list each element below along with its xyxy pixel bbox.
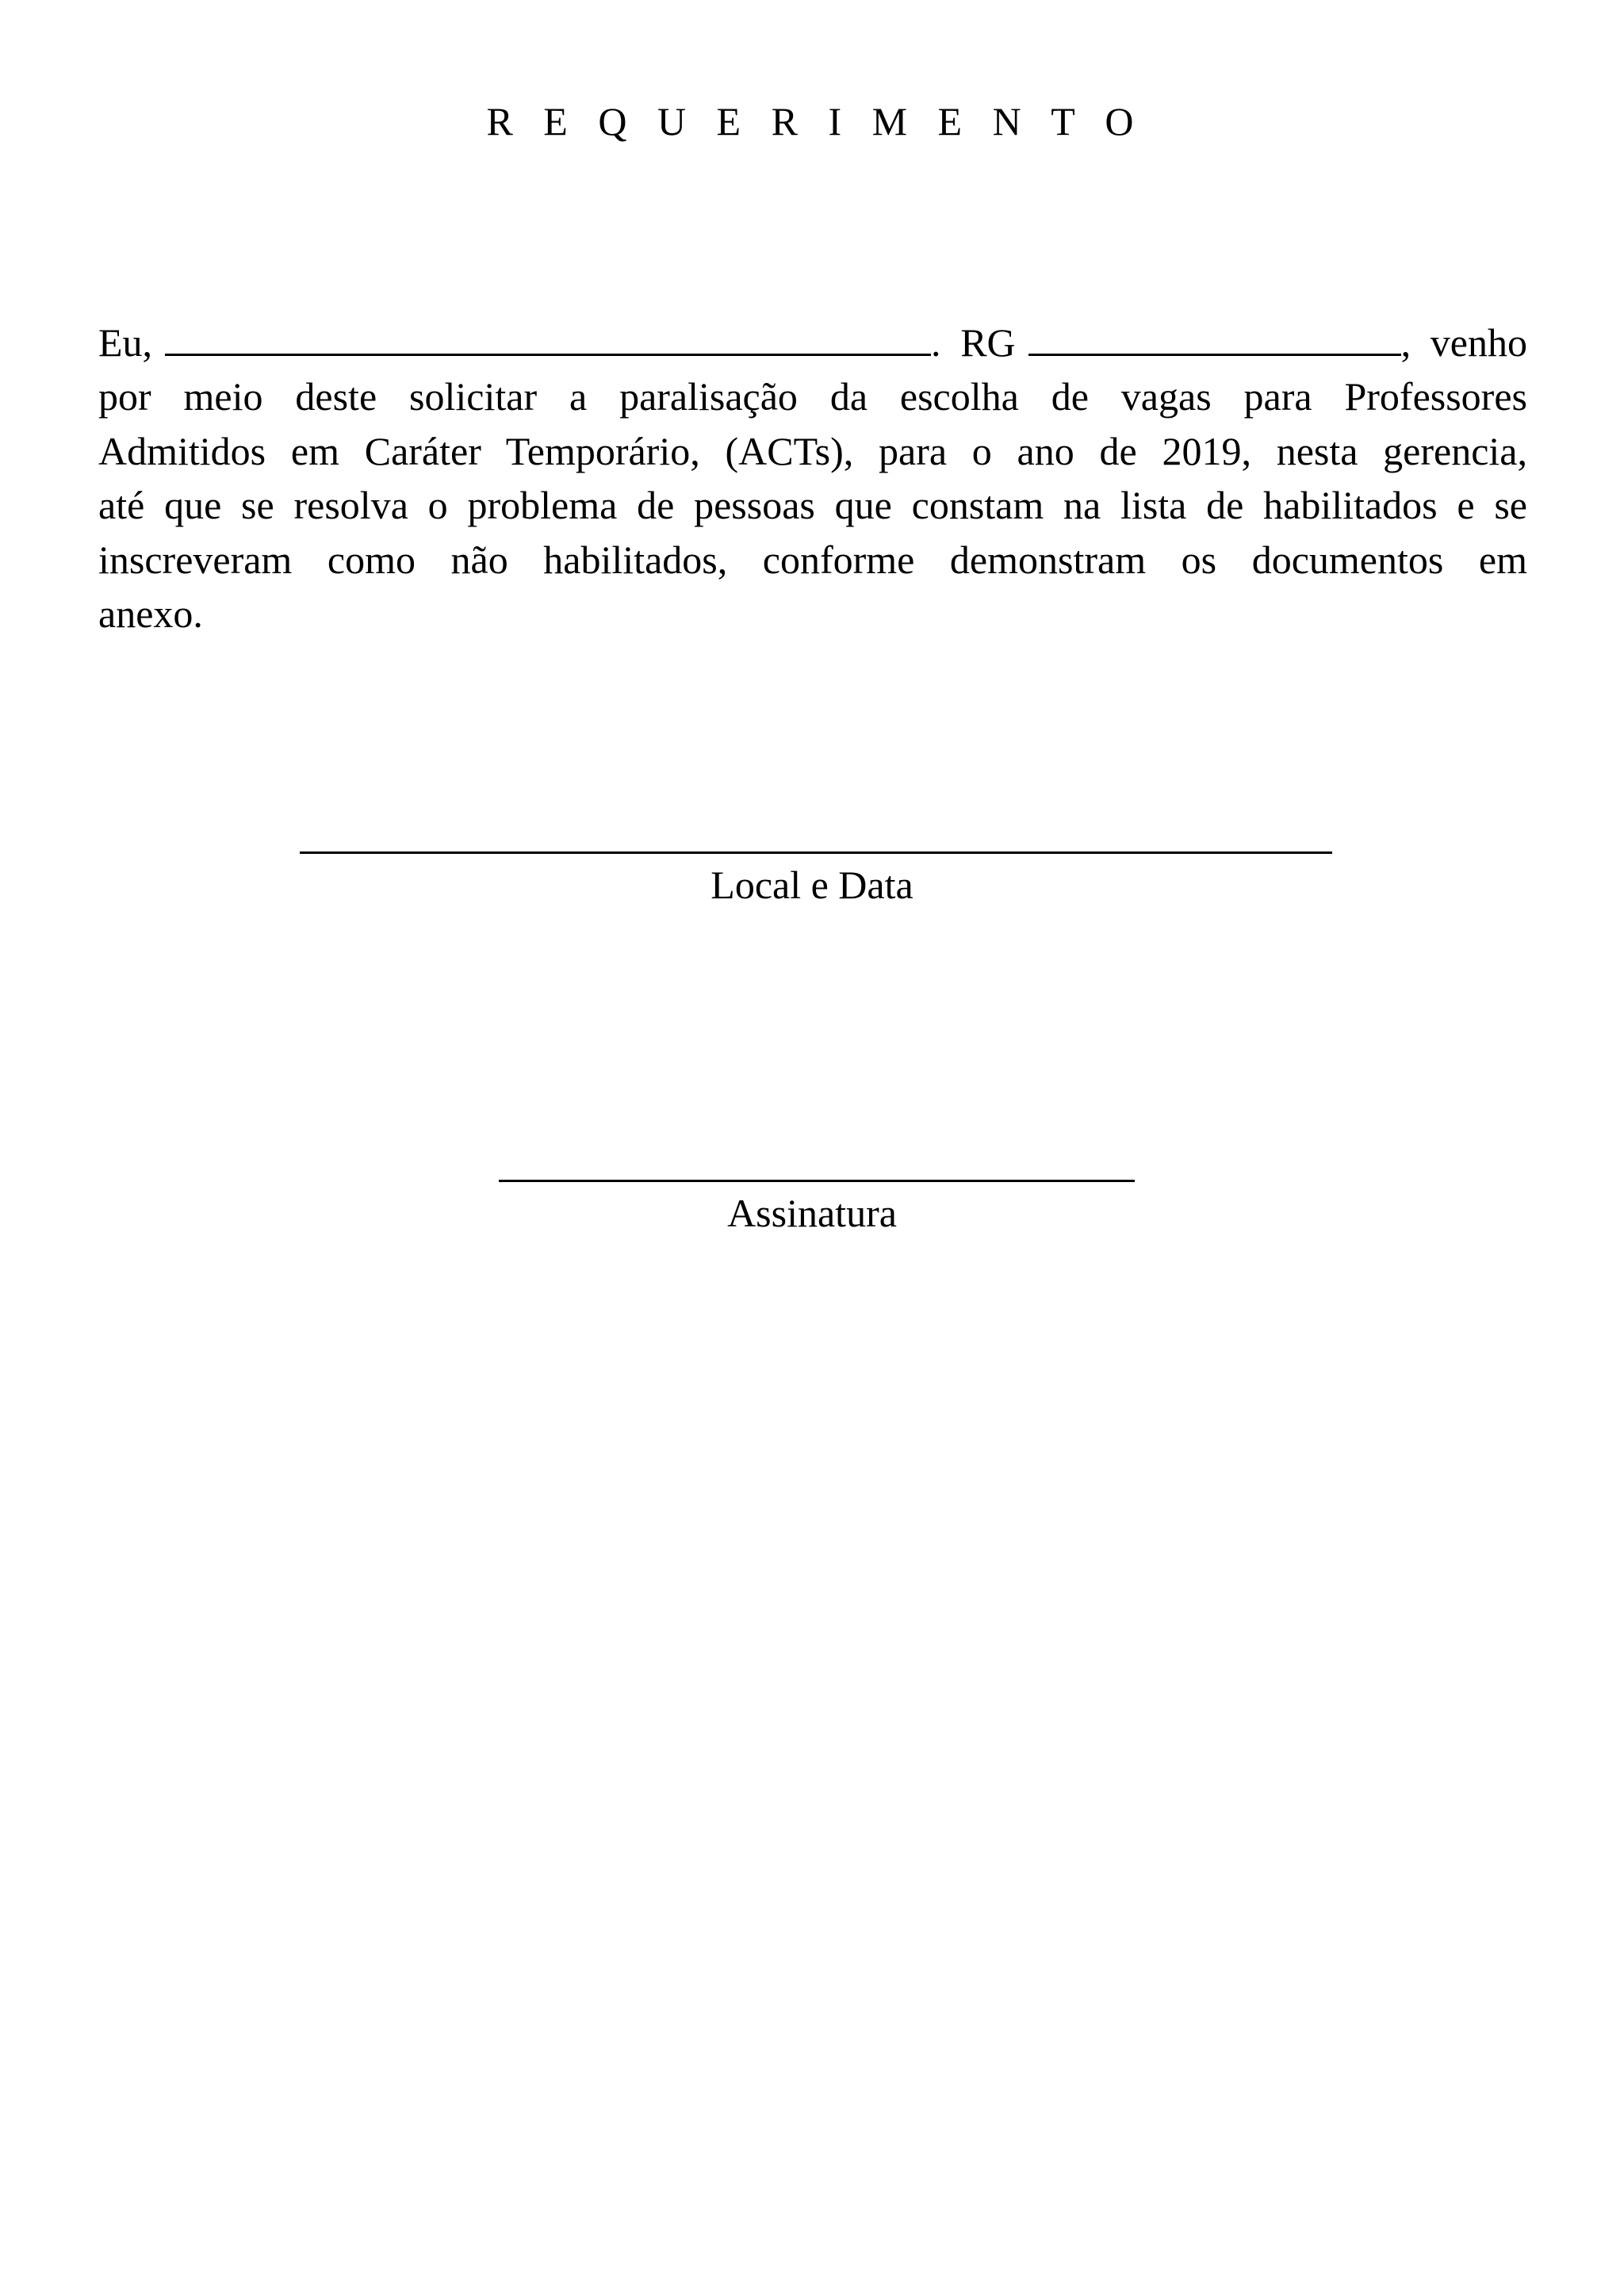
paragraph-line-2: por meio deste solicitar a paralisação da escolha de vagas para Professores: [98, 374, 1527, 419]
name-blank-field[interactable]: [165, 322, 931, 356]
request-paragraph: [98, 316, 1527, 641]
paragraph-line-6: anexo.: [98, 591, 203, 637]
signature-label: Assinatura: [727, 1191, 897, 1235]
local-data-line[interactable]: [300, 851, 1332, 854]
paragraph-line-1: [98, 316, 1527, 369]
eu-label: Eu,: [98, 320, 153, 365]
document-title: R E Q U E R I M E N T O: [486, 99, 1144, 144]
paragraph-line-3: Admitidos em Caráter Temporário, (ACTs), para o ano de 2019, nesta gerencia,: [98, 428, 1527, 473]
local-data-label: Local e Data: [710, 863, 914, 907]
venho-text: , venho: [1400, 320, 1527, 365]
rg-label: . RG: [931, 320, 1016, 365]
rg-blank-field[interactable]: [1028, 322, 1401, 356]
signature-line[interactable]: [499, 1180, 1135, 1182]
paragraph-line-5: inscreveram como não habilitados, conforme demonstram os documentos em: [98, 537, 1527, 582]
paragraph-line-4: até que se resolva o problema de pessoas que constam na lista de habilitados e se: [98, 483, 1527, 528]
